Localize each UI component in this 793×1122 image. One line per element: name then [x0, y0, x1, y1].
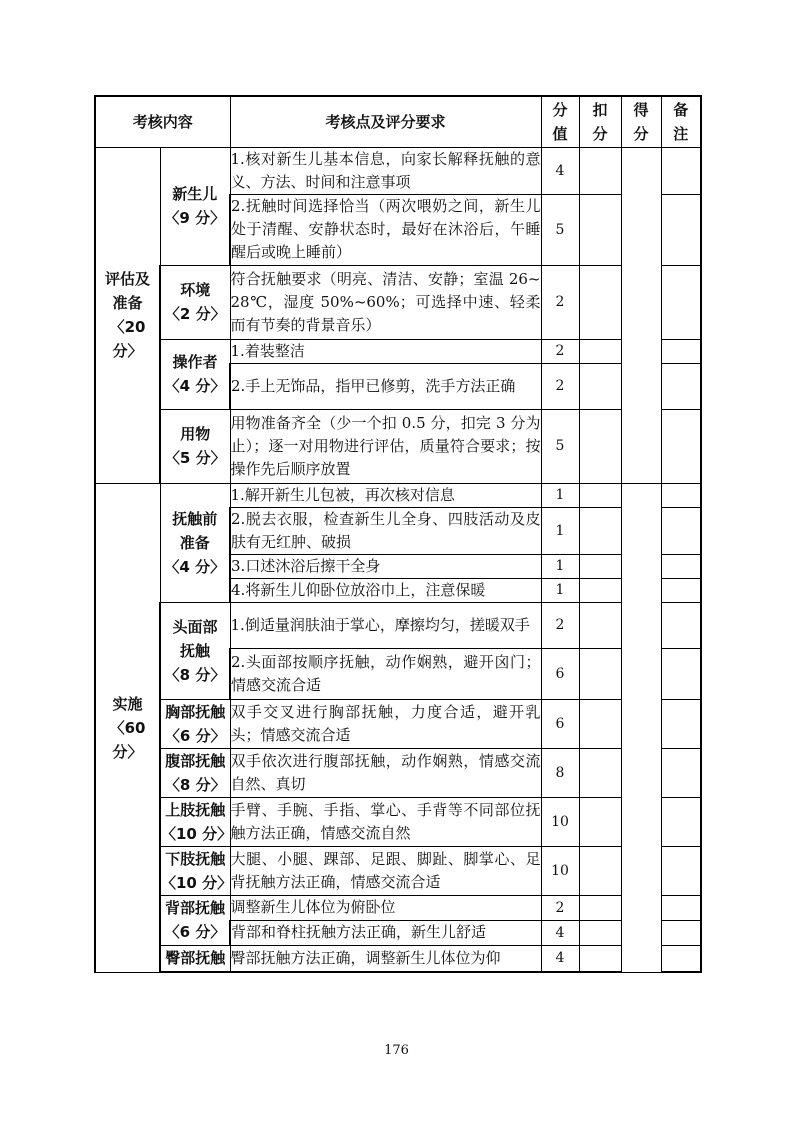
remark-cell[interactable]: [661, 920, 701, 945]
deduct-cell[interactable]: [579, 507, 621, 554]
category-cell: 评估及 准备 〈20 分〉: [95, 147, 160, 483]
criteria-text: 双手依次进行腹部抚触，动作娴熟，情感交流自然、真切: [230, 748, 541, 797]
table-row: [95, 602, 701, 648]
deduct-cell[interactable]: [579, 602, 621, 648]
remark-cell[interactable]: [661, 339, 701, 363]
table-row: [95, 339, 701, 363]
score-value: 2: [541, 363, 579, 409]
criteria-text: 用物准备齐全（少一个扣 0.5 分，扣完 3 分为止）；逐一对用物进行评估，质量符合要求；按操作先后顺序放置: [230, 409, 541, 483]
remark-cell[interactable]: [661, 265, 701, 339]
table-row: [95, 483, 701, 507]
remark-cell[interactable]: [661, 846, 701, 895]
score-value: 2: [541, 339, 579, 363]
criteria-text: 1.着装整洁: [230, 339, 541, 363]
header-remark: 备 注: [661, 96, 701, 147]
score-value: 2: [541, 895, 579, 920]
score-value: 1: [541, 483, 579, 507]
score-value: 5: [541, 194, 579, 265]
remark-cell[interactable]: [661, 797, 701, 846]
deduct-cell[interactable]: [579, 265, 621, 339]
header-content: 考核内容: [95, 96, 230, 147]
remark-cell[interactable]: [661, 483, 701, 507]
subcategory-cell: 头面部 抚触 〈8 分〉: [160, 602, 230, 699]
criteria-text: 符合抚触要求（明亮、清洁、安静；室温 26~28℃，湿度 50%~60%；可选择中速、轻柔而有节奏的背景音乐）: [230, 265, 541, 339]
criteria-text: 3.口述沐浴后擦干全身: [230, 554, 541, 578]
remark-cell[interactable]: [661, 194, 701, 265]
deduct-cell[interactable]: [579, 895, 621, 920]
remark-cell[interactable]: [661, 748, 701, 797]
subcategory-cell: 操作者 〈4 分〉: [160, 339, 230, 409]
score-value: 1: [541, 507, 579, 554]
deduct-cell[interactable]: [579, 194, 621, 265]
table-row: [95, 895, 701, 920]
header-value: 分 值: [541, 96, 579, 147]
score-value: 8: [541, 748, 579, 797]
table-row: [95, 147, 701, 194]
subcategory-cell: 新生儿 〈9 分〉: [160, 147, 230, 265]
score-value: 6: [541, 699, 579, 748]
deduct-cell[interactable]: [579, 483, 621, 507]
subcategory-cell: 背部抚触 〈6 分〉: [160, 895, 230, 945]
criteria-text: 2.手上无饰品，指甲已修剪，洗手方法正确: [230, 363, 541, 409]
score-value: 4: [541, 920, 579, 945]
table-row: [95, 409, 701, 483]
deduct-cell[interactable]: [579, 363, 621, 409]
remark-cell[interactable]: [661, 147, 701, 194]
criteria-text: 手臂、手腕、手指、掌心、手背等不同部位抚触方法正确，情感交流自然: [230, 797, 541, 846]
remark-cell[interactable]: [661, 699, 701, 748]
score-value: 4: [541, 147, 579, 194]
header-score: 得 分: [621, 96, 661, 147]
score-cell[interactable]: [621, 483, 661, 972]
remark-cell[interactable]: [661, 945, 701, 972]
deduct-cell[interactable]: [579, 945, 621, 972]
table-row: [95, 945, 701, 972]
page-number: 176: [384, 1043, 409, 1058]
score-value: 5: [541, 409, 579, 483]
subcategory-cell: 胸部抚触 〈6 分〉: [160, 699, 230, 748]
score-cell[interactable]: [621, 147, 661, 483]
score-value: 1: [541, 578, 579, 602]
criteria-text: 臀部抚触方法正确，调整新生儿体位为仰: [230, 945, 541, 972]
header-points: 考核点及评分要求: [230, 96, 541, 147]
deduct-cell[interactable]: [579, 578, 621, 602]
assessment-table: [94, 95, 702, 973]
remark-cell[interactable]: [661, 578, 701, 602]
score-value: 1: [541, 554, 579, 578]
deduct-cell[interactable]: [579, 554, 621, 578]
criteria-text: 背部和脊柱抚触方法正确，新生儿舒适: [230, 920, 541, 945]
table-row: [95, 748, 701, 797]
score-value: 10: [541, 797, 579, 846]
deduct-cell[interactable]: [579, 699, 621, 748]
header-deduct: 扣 分: [579, 96, 621, 147]
criteria-text: 1.倒适量润肤油于掌心，摩擦均匀，搓暖双手: [230, 602, 541, 648]
remark-cell[interactable]: [661, 409, 701, 483]
remark-cell[interactable]: [661, 363, 701, 409]
deduct-cell[interactable]: [579, 797, 621, 846]
remark-cell[interactable]: [661, 554, 701, 578]
subcategory-cell: 腹部抚触 〈8 分〉: [160, 748, 230, 797]
criteria-text: 2.脱去衣服，检查新生儿全身、四肢活动及皮肤有无红肿、破损: [230, 507, 541, 554]
deduct-cell[interactable]: [579, 648, 621, 699]
table-row: [95, 265, 701, 339]
criteria-text: 1.解开新生儿包被，再次核对信息: [230, 483, 541, 507]
subcategory-cell: 下肢抚触 〈10 分〉: [160, 846, 230, 895]
deduct-cell[interactable]: [579, 339, 621, 363]
category-cell: 实施 〈60 分〉: [95, 483, 160, 972]
subcategory-cell: 用物 〈5 分〉: [160, 409, 230, 483]
deduct-cell[interactable]: [579, 409, 621, 483]
deduct-cell[interactable]: [579, 846, 621, 895]
remark-cell[interactable]: [661, 507, 701, 554]
subcategory-cell: 上肢抚触 〈10 分〉: [160, 797, 230, 846]
criteria-text: 1.核对新生儿基本信息，向家长解释抚触的意义、方法、时间和注意事项: [230, 147, 541, 194]
criteria-text: 大腿、小腿、踝部、足跟、脚趾、脚掌心、足背抚触方法正确，情感交流合适: [230, 846, 541, 895]
criteria-text: 双手交叉进行胸部抚触，力度合适，避开乳头；情感交流合适: [230, 699, 541, 748]
score-value: 2: [541, 265, 579, 339]
criteria-text: 调整新生儿体位为俯卧位: [230, 895, 541, 920]
criteria-text: 2.抚触时间选择恰当（两次喂奶之间，新生儿处于清醒、安静状态时，最好在沐浴后，午睡醒后或晚上睡前）: [230, 194, 541, 265]
score-value: 10: [541, 846, 579, 895]
criteria-text: 2.头面部按顺序抚触，动作娴熟，避开囟门；情感交流合适: [230, 648, 541, 699]
score-value: 6: [541, 648, 579, 699]
score-value: 2: [541, 602, 579, 648]
subcategory-cell: 抚触前 准备 〈4 分〉: [160, 483, 230, 602]
criteria-text: 4.将新生儿仰卧位放浴巾上，注意保暖: [230, 578, 541, 602]
table-row: [95, 846, 701, 895]
remark-cell[interactable]: [661, 602, 701, 648]
score-value: 4: [541, 945, 579, 972]
remark-cell[interactable]: [661, 648, 701, 699]
deduct-cell[interactable]: [579, 920, 621, 945]
subcategory-cell: 臀部抚触: [160, 945, 230, 972]
deduct-cell[interactable]: [579, 748, 621, 797]
table-row: [95, 797, 701, 846]
deduct-cell[interactable]: [579, 147, 621, 194]
table-row: [95, 699, 701, 748]
subcategory-cell: 环境 〈2 分〉: [160, 265, 230, 339]
remark-cell[interactable]: [661, 895, 701, 920]
